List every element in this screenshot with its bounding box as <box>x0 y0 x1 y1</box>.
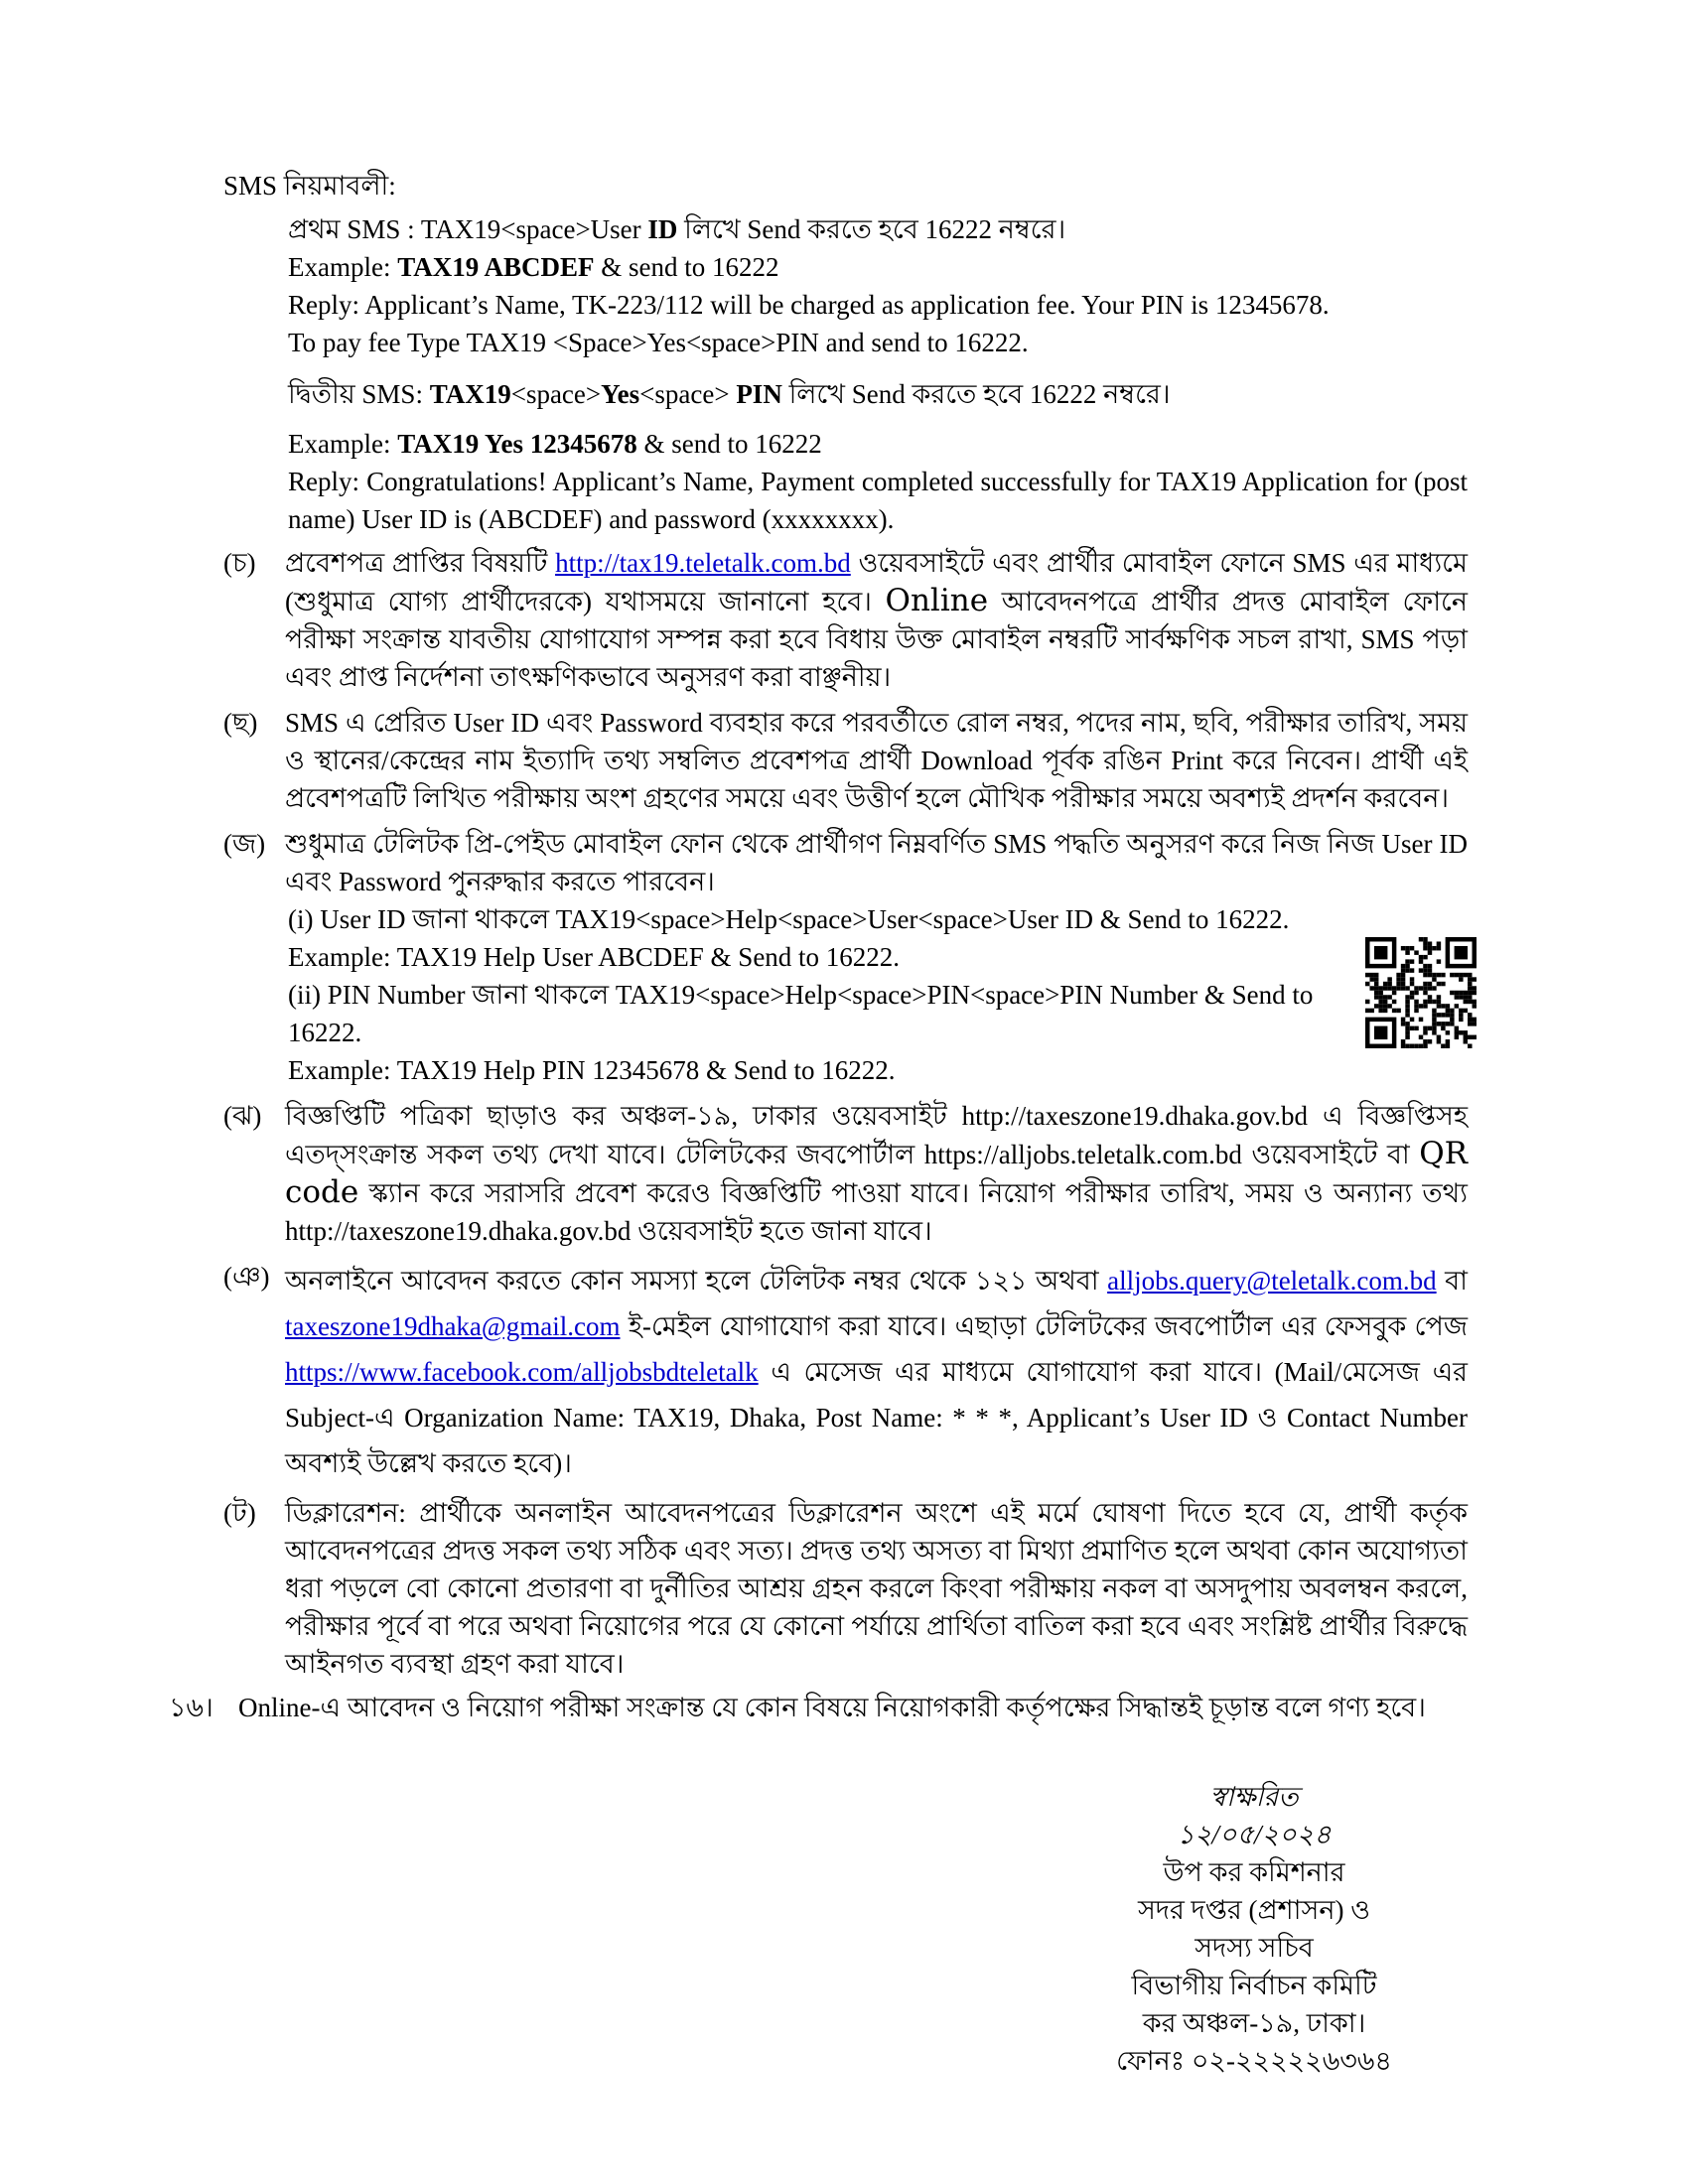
signature-block <box>1036 1778 1473 2080</box>
text-segment: এ বিজ্ঞপ্তিসহ এতদ্সংক্রান্ত সকল তথ্য দেখা যাবে। টেলিটকের জবপোর্টাল <box>285 1101 1468 1169</box>
item-ja-text <box>285 825 1468 900</box>
item-nio <box>223 1258 1468 1486</box>
signature-title-1: উপ কর কমিশনার <box>1163 1857 1345 1887</box>
first-sms-pay-line-text <box>288 324 1468 361</box>
item-nio-link[interactable]: taxeszone19dhaka@gmail.com <box>285 1311 621 1341</box>
text-segment: Example: <box>288 429 398 459</box>
item-ta-text <box>285 1494 1468 1683</box>
item-chha-text <box>285 704 1468 817</box>
item-16-text <box>238 1689 1468 1726</box>
item-ja-sub-i-example-text <box>288 938 1468 976</box>
item-nio-link[interactable]: https://www.facebook.com/alljobsbdteletalk <box>285 1357 759 1387</box>
item-ja-sub-i <box>223 900 1468 938</box>
text-segment: ID <box>647 214 678 244</box>
signature-office: কর অঞ্চল-১৯, ঢাকা। <box>1142 2008 1366 2038</box>
item-cha <box>223 544 1468 696</box>
item-nio-text <box>285 1258 1468 1486</box>
signature-title-4: বিভাগীয় নির্বাচন কমিটি <box>1131 1971 1377 2000</box>
text-segment: TAX19 <box>429 379 511 409</box>
text-segment: ওয়েবসাইটে এবং প্রার্থীর মোবাইল ফোনে SMS এর মাধ্যমে (শুধুমাত্র যোগ্য প্রার্থীদেরকে) যথাসময়ে জানানো হবে। <box>285 548 1468 616</box>
text-segment: অনলাইনে আবেদন করতে কোন সমস্যা হলে টেলিটক নম্বর থেকে ১২১ অথবা <box>285 1266 1108 1296</box>
text-segment: PIN <box>736 379 782 409</box>
text-segment: (i) User ID জানা থাকলে TAX19<space>Help<space>User<space>User ID & Send to 16222. <box>288 904 1290 934</box>
item-ja <box>223 825 1468 900</box>
item-ja-label: (জ) <box>223 829 266 859</box>
item-ja-sub-ii-example <box>223 1051 1468 1089</box>
item-16 <box>169 1689 1468 1726</box>
item-jha-label: (ঝ) <box>223 1101 262 1131</box>
text-segment: আবেদনপত্রে প্রার্থীর প্রদত্ত মোবাইল ফোনে পরীক্ষা সংক্রান্ত যাবতীয় যোগাযোগ সম্পন্ন করা হবে বিধায় উক্ত মোবাইল নম্বরটি সার্বক্ষণিক সচল রাখা, SMS পড়া এবং প্রাপ্ত নির্দেশনা তাৎক্ষণিকভাবে অনুসরণ করা বাঞ্ছনীয়। <box>285 587 1468 692</box>
item-cha-label: (চ) <box>223 548 256 578</box>
body-content <box>169 167 1468 1726</box>
item-ta-label: (ট) <box>223 1498 256 1528</box>
item-cha-link[interactable]: http://tax19.teletalk.com.bd <box>555 548 851 578</box>
sms-rules-heading <box>223 167 1468 205</box>
text-segment: TAX19 Yes 12345678 <box>397 429 637 459</box>
sms-rules-heading-text <box>223 167 1468 205</box>
signature-title-2: সদর দপ্তর (প্রশাসন) ও <box>1137 1895 1371 1925</box>
text-segment: TAX19 ABCDEF <box>397 252 595 282</box>
text-segment: বিজ্ঞপ্তিটি পত্রিকা ছাড়াও কর অঞ্চল-১৯, ঢাকার ওয়েবসাইট <box>285 1101 962 1131</box>
first-sms-example <box>223 248 1468 286</box>
item-ja-sub-i-text <box>288 900 1340 938</box>
item-ja-sub-ii <box>223 976 1468 1051</box>
item-ja-sub-ii-text <box>288 976 1340 1051</box>
text-segment: ওয়েবসাইট হতে জানা যাবে। <box>631 1216 932 1246</box>
item-chha-label: (ছ) <box>223 708 258 738</box>
text-segment: & send to 16222 <box>594 252 779 282</box>
item-nio-link[interactable]: alljobs.query@teletalk.com.bd <box>1107 1266 1437 1296</box>
text-segment: প্রথম SMS : TAX19<space>User <box>288 214 648 244</box>
text-segment: Example: TAX19 Help User ABCDEF & Send to 16222. <box>288 942 901 972</box>
text-segment: http://taxeszone19.dhaka.gov.bd <box>961 1101 1309 1131</box>
text-segment: ই-মেইল যোগাযোগ করা যাবে। এছাড়া টেলিটকের জবপোর্টাল এর ফেসবুক পেজ <box>620 1311 1468 1341</box>
text-segment: Online-এ আবেদন ও নিয়োগ পরীক্ষা সংক্রান্ত যে কোন বিষয়ে নিয়োগকারী কর্তৃপক্ষের সিদ্ধান্তই চূড়ান্ত বলে গণ্য হবে। <box>238 1693 1426 1722</box>
text-segment: এ মেসেজ এর মাধ্যমে যোগাযোগ করা যাবে। (Mail/মেসেজ এর Subject-এ Organization Name: TAX19, Dhaka, Post Name: * * *, Applicant’s User ID ও Contact Number অবশ্যই উল্লেখ করতে হবে)। <box>285 1357 1468 1478</box>
text-segment: To pay fee Type TAX19 <Space>Yes<space>PIN and send to 16222. <box>288 328 1029 357</box>
signature-phone: ফোনঃ ০২-২২২২২৬৩৬৪ <box>1116 2046 1392 2076</box>
item-ja-sub-ii-example-text <box>288 1051 1468 1089</box>
first-sms-reply <box>223 286 1468 324</box>
item-16-label: ১৬। <box>169 1693 213 1722</box>
text-segment: (ii) PIN Number জানা থাকলে TAX19<space>Help<space>PIN<space>PIN Number & Send to 16222. <box>288 980 1314 1047</box>
second-sms-example-text <box>288 425 1468 463</box>
text-segment: শুধুমাত্র টেলিটক প্রি-পেইড মোবাইল ফোন থেকে প্রার্থীগণ নিম্নবর্ণিত SMS পদ্ধতি অনুসরণ করে নিজ নিজ User ID এবং Password পুনরুদ্ধার করতে পারবেন। <box>285 829 1468 896</box>
first-sms-line-text <box>288 210 1468 248</box>
text-segment: Reply: Congratulations! Applicant’s Name, Payment completed successfully for TAX19 Application for (post name) User ID is (ABCDEF) and password (xxxxxxxx). <box>288 467 1468 534</box>
text-segment: Online <box>885 583 989 618</box>
second-sms-line-text <box>288 375 1468 413</box>
text-segment: লিখে Send করতে হবে 16222 নম্বরে। <box>781 379 1171 409</box>
text-segment: বা <box>1436 1266 1468 1296</box>
text-segment: ডিক্লারেশন: প্রার্থীকে অনলাইন আবেদনপত্রের ডিক্লারেশন অংশে এই মর্মে ঘোষণা দিতে হবে যে, প্রার্থী কর্তৃক আবেদনপত্রের প্রদত্ত সকল তথ্য সঠিক এবং সত্য। প্রদত্ত তথ্য অসত্য বা মিথ্যা প্রমাণিত হলে অথবা কোন অযোগ্যতা ধরা পড়লে বো কোনো প্রতারণা বা দুর্নীতির আশ্রয় গ্রহন করলে কিংবা পরীক্ষায় নকল বা অসদুপায় অবলম্বন করলে, পরীক্ষার পূর্বে বা পরে অথবা নিয়োগের পরে যে কোনো পর্যায়ে প্রার্থিতা বাতিল করা হবে এবং সংশ্লিষ্ট প্রার্থীর বিরুদ্ধে আইনগত ব্যবস্থা গ্রহণ করা যাবে। <box>285 1498 1468 1679</box>
first-sms-example-text <box>288 248 1468 286</box>
text-segment: <space> <box>510 379 602 409</box>
item-ja-sub-i-example <box>223 938 1468 976</box>
text-segment: স্ক্যান করে সরাসরি প্রবেশ করেও বিজ্ঞপ্তিটি পাওয়া যাবে। নিয়োগ পরীক্ষার তারিখ, সময় ও অন্যান্য তথ্য <box>358 1178 1468 1208</box>
text-segment: Yes <box>601 379 640 409</box>
second-sms-reply-text <box>288 463 1468 538</box>
text-segment: ওয়েবসাইটে বা <box>1241 1140 1420 1169</box>
text-segment: SMS নিয়মাবলী: <box>223 171 396 201</box>
signature-title-3: সদস্য সচিব <box>1195 1933 1314 1963</box>
item-nio-label: (ঞ) <box>223 1262 270 1292</box>
item-cha-text <box>285 544 1468 696</box>
text-segment: SMS এ প্রেরিত User ID এবং Password ব্যবহার করে পরবর্তীতে রোল নম্বর, পদের নাম, ছবি, পরীক্ষার তারিখ, সময় ও স্থানের/কেন্দ্রের নাম ইত্যাদি তথ্য সম্বলিত প্রবেশপত্র প্রার্থী Download পূর্বক রঙিন Print করে নিবেন। প্রার্থী এই প্রবেশপত্রটি লিখিত পরীক্ষায় অংশ গ্রহণের সময়ে এবং উত্তীর্ণ হলে মৌখিক পরীক্ষার সময়ে অবশ্যই প্রদর্শন করবেন। <box>285 708 1468 813</box>
first-sms-reply-text <box>288 286 1468 324</box>
item-chha <box>223 704 1468 817</box>
text-segment: Example: TAX19 Help PIN 12345678 & Send to 16222. <box>288 1055 896 1085</box>
document-content <box>169 167 1468 2080</box>
text-segment: https://alljobs.teletalk.com.bd <box>923 1140 1242 1169</box>
second-sms-example <box>223 425 1468 463</box>
signature-signed-label: স্বাক্ষরিত <box>1209 1782 1299 1812</box>
text-segment: & send to 16222 <box>636 429 822 459</box>
text-segment: দ্বিতীয় SMS: <box>288 379 430 409</box>
signature-date: ১২/০৫/২০২৪ <box>1177 1820 1332 1849</box>
item-ta <box>223 1494 1468 1683</box>
first-sms-line <box>223 210 1468 248</box>
text-segment: <space> <box>639 379 737 409</box>
item-jha-text <box>285 1097 1468 1250</box>
item-jha <box>223 1097 1468 1250</box>
text-segment: QR code <box>285 1136 1468 1210</box>
second-sms-reply <box>223 463 1468 538</box>
text-segment: Example: <box>288 252 398 282</box>
text-segment: প্রবেশপত্র প্রাপ্তির বিষয়টি <box>285 548 556 578</box>
text-segment: http://taxeszone19.dhaka.gov.bd <box>285 1216 632 1246</box>
second-sms-line <box>223 375 1468 413</box>
text-segment: Reply: Applicant’s Name, TK-223/112 will be charged as application fee. Your PIN is 12345678. <box>288 290 1330 320</box>
text-segment: লিখে Send করতে হবে 16222 নম্বরে। <box>677 214 1066 244</box>
first-sms-pay-line <box>223 324 1468 361</box>
qr-code-icon <box>1365 937 1477 1048</box>
